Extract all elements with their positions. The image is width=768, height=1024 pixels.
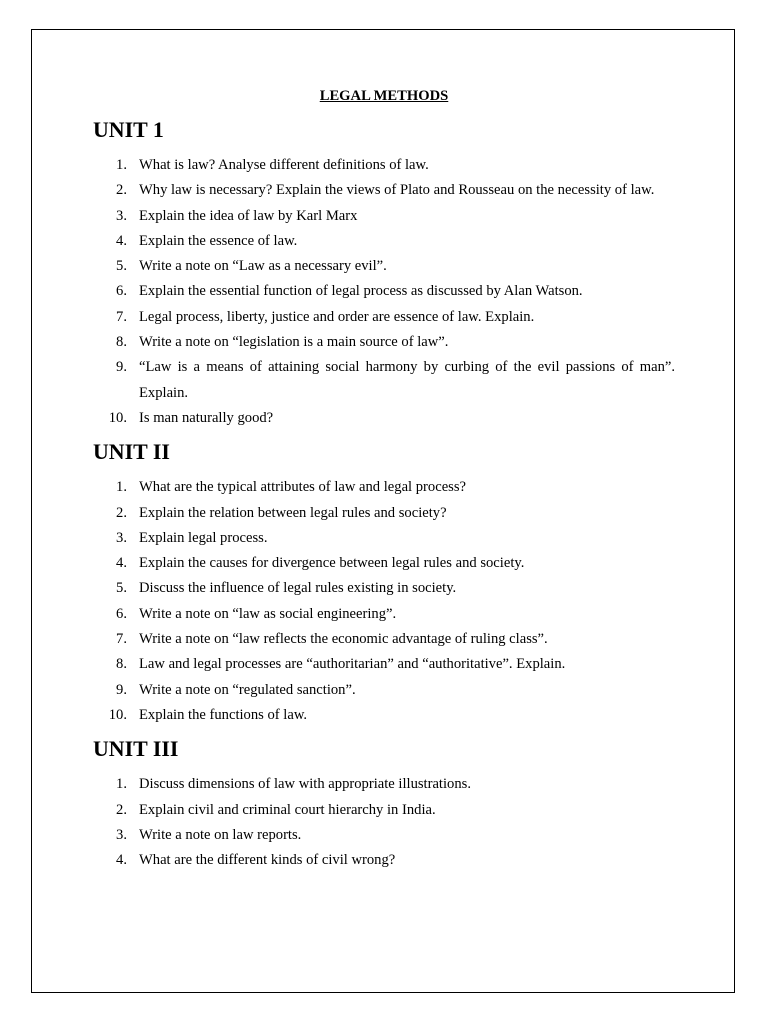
question-item: [93, 406, 675, 431]
question-text: What are the typical attributes of law and legal process?: [139, 479, 467, 496]
question-text: Explain the causes for divergence between legal rules and society.: [139, 555, 525, 572]
question-item: [93, 254, 675, 279]
question-number: 8.: [116, 656, 127, 673]
question-number: 3.: [116, 826, 127, 843]
question-number: 7.: [116, 631, 127, 648]
question-number: 2.: [116, 182, 127, 199]
question-text: Why law is necessary? Explain the views of Plato and Rousseau on the necessity of law.: [139, 182, 655, 199]
question-list: [93, 475, 675, 728]
question-item: [93, 153, 675, 178]
question-item: [93, 279, 675, 304]
question-text: Write a note on “regulated sanction”.: [139, 681, 356, 698]
question-item: [93, 678, 675, 703]
question-item: [93, 501, 675, 526]
question-item: [93, 823, 675, 848]
question-text: Explain legal process.: [139, 529, 268, 546]
question-item: [93, 355, 675, 406]
question-number: 2.: [116, 504, 127, 521]
question-text: Write a note on “law reflects the economic advantage of ruling class”.: [139, 631, 548, 648]
question-item: [93, 330, 675, 355]
question-text: Explain the idea of law by Karl Marx: [139, 207, 358, 224]
question-number: 3.: [116, 207, 127, 224]
question-number: 2.: [116, 801, 127, 818]
document-title: LEGAL METHODS: [319, 88, 449, 104]
question-text: Explain the relation between legal rules and society?: [139, 504, 447, 521]
question-number: 7.: [116, 308, 127, 325]
question-number: 9.: [116, 359, 127, 376]
question-text: Is man naturally good?: [139, 409, 274, 426]
question-item: [93, 652, 675, 677]
unit-heading: UNIT 1: [93, 117, 164, 142]
question-text: Write a note on law reports.: [139, 826, 302, 843]
question-number: 10.: [108, 409, 127, 426]
unit-section-2: [93, 441, 675, 728]
question-list: [93, 772, 675, 873]
question-text: Write a note on “law as social engineering”.: [139, 605, 397, 622]
question-item: [93, 178, 675, 203]
question-item: [93, 576, 675, 601]
question-text: Explain the essential function of legal process as discussed by Alan Watson.: [139, 283, 583, 300]
question-text: Law and legal processes are “authoritarian” and “authoritative”. Explain.: [139, 656, 566, 673]
question-number: 4.: [116, 555, 127, 572]
question-item: [93, 551, 675, 576]
question-item: [93, 848, 675, 873]
question-item: [93, 475, 675, 500]
question-number: 5.: [116, 580, 127, 597]
question-number: 9.: [116, 681, 127, 698]
question-text: Explain the functions of law.: [139, 706, 308, 723]
question-item: [93, 602, 675, 627]
unit-section-3: [93, 738, 675, 873]
question-text: What are the different kinds of civil wrong?: [139, 852, 396, 869]
question-text: Write a note on “legislation is a main source of law”.: [139, 334, 449, 351]
unit-section-1: [93, 119, 675, 431]
question-item: [93, 627, 675, 652]
question-number: 8.: [116, 334, 127, 351]
question-item: [93, 703, 675, 728]
question-text: Discuss the influence of legal rules existing in society.: [139, 580, 457, 597]
question-number: 1.: [116, 479, 127, 496]
question-number: 3.: [116, 529, 127, 546]
question-number: 4.: [116, 852, 127, 869]
question-item: [93, 798, 675, 823]
question-text: Explain civil and criminal court hierarchy in India.: [139, 801, 436, 818]
document-body: [93, 85, 675, 873]
question-number: 1.: [116, 157, 127, 173]
question-item: [93, 204, 675, 229]
question-number: 6.: [116, 283, 127, 300]
question-text: Explain the essence of law.: [139, 232, 298, 249]
question-list: [93, 153, 675, 431]
question-item: [93, 305, 675, 330]
unit-heading: UNIT III: [93, 736, 179, 762]
question-text: “Law is a means of attaining social harmony by curbing of the evil passions of man”. Explain.: [139, 359, 675, 401]
question-number: 6.: [116, 605, 127, 622]
question-item: [93, 772, 675, 797]
unit-heading: UNIT II: [93, 439, 170, 465]
question-number: 4.: [116, 232, 127, 249]
question-item: [93, 229, 675, 254]
question-number: 5.: [116, 258, 127, 275]
question-item: [93, 526, 675, 551]
question-text: Legal process, liberty, justice and order are essence of law. Explain.: [139, 308, 535, 325]
question-number: 10.: [108, 706, 127, 723]
question-number: 1.: [116, 776, 127, 793]
question-text: Discuss dimensions of law with appropriate illustrations.: [139, 776, 471, 793]
question-text: What is law? Analyse different definitions of law.: [139, 157, 429, 173]
question-text: Write a note on “Law as a necessary evil”.: [139, 258, 387, 275]
